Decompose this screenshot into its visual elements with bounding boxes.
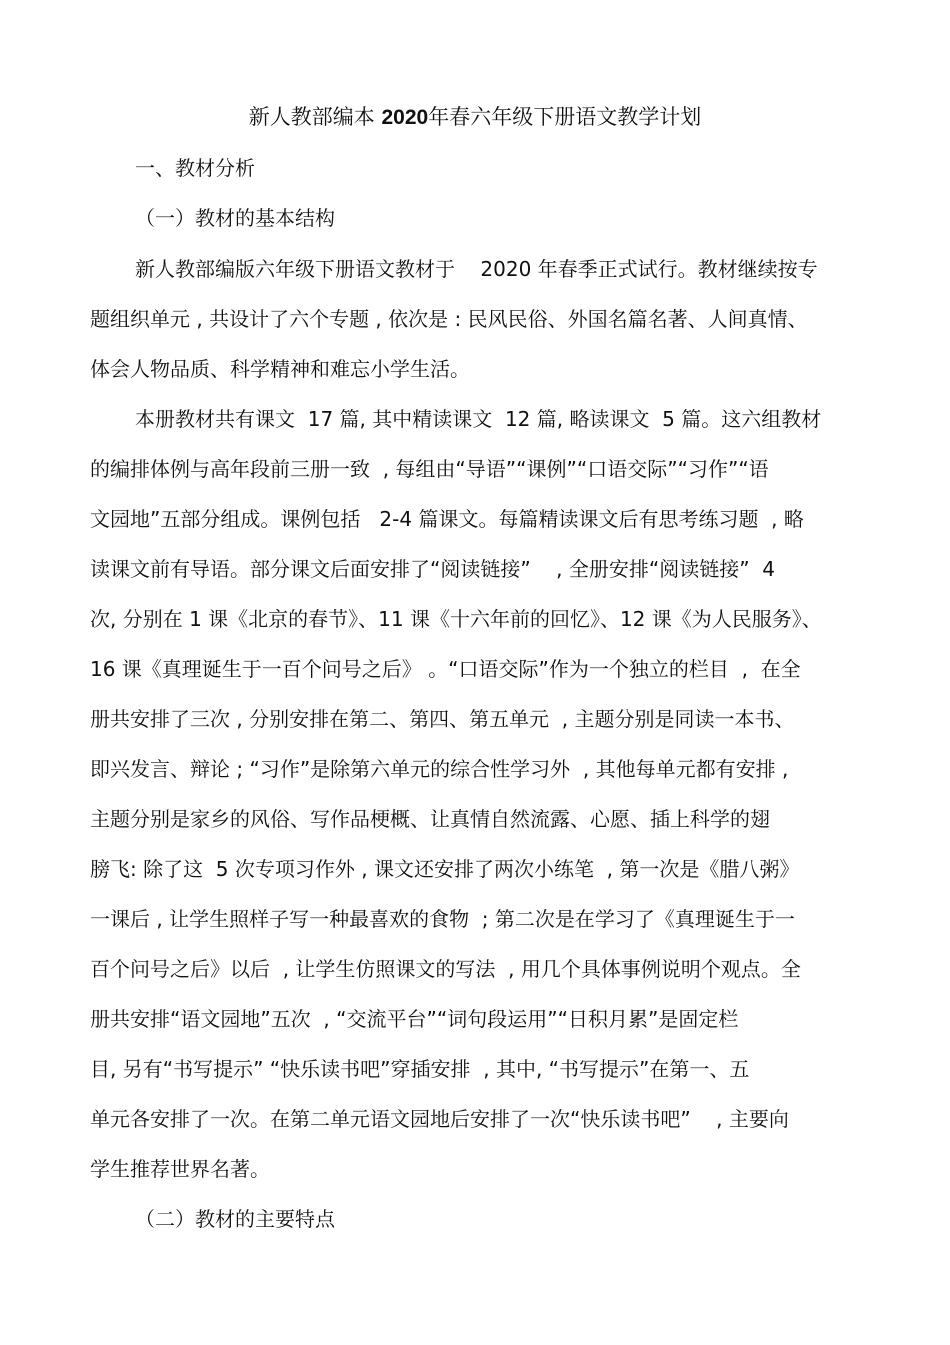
paragraph-line: 新人教部编版六年级下册语文教材于 2020 年春季正式试行。教材继续按专 [135, 257, 818, 281]
subsection-heading-main-features: （二）教材的主要特点 [135, 1207, 335, 1231]
paragraph-line: 本册教材共有课文 17 篇, 其中精读课文 12 篇, 略读课文 5 篇。这六组教材 [135, 407, 822, 431]
paragraph-line: 的编排体例与高年段前三册一致 , 每组由“导语”“课例”“口语交际”“习作”“语 [90, 457, 769, 481]
title-year: 2020 [381, 106, 429, 129]
paragraph-line: 主题分别是家乡的风俗、写作品梗概、让真情自然流露、心愿、插上科学的翅 [90, 807, 770, 831]
paragraph-line: 册共安排了三次 , 分别安排在第二、第四、第五单元 , 主题分别是同读一本书、 [90, 707, 795, 731]
paragraph-line: 文园地”五部分组成。课例包括 2-4 篇课文。每篇精读课文后有思考练习题 , 略 [90, 507, 804, 531]
paragraph-line: 目, 另有“书写提示” “快乐读书吧”穿插安排 , 其中, “书写提示”在第一、五 [90, 1057, 750, 1081]
paragraph-line: 次, 分别在 1 课《北京的春节》、11 课《十六年前的回忆》、12 课《为人民服务》、 [90, 607, 822, 631]
document-title [0, 103, 950, 132]
paragraph-line: 学生推荐世界名著。 [90, 1157, 270, 1181]
paragraph-line: 百个问号之后》以后 , 让学生仿照课文的写法 , 用几个具体事例说明个观点。全 [90, 957, 801, 981]
paragraph-line: 膀飞: 除了这 5 次专项习作外 , 课文还安排了两次小练笔 , 第一次是《腊八粥》 [90, 857, 800, 881]
paragraph-line: 题组织单元 , 共设计了六个专题 , 依次是 : 民风民俗、外国名篇名著、人间真情、 [90, 307, 808, 331]
paragraph-line: 单元各安排了一次。在第二单元语文园地后安排了一次“快乐读书吧” , 主要向 [90, 1107, 789, 1131]
paragraph-line: 体会人物品质、科学精神和难忘小学生活。 [90, 357, 470, 381]
paragraph-line: 一课后 , 让学生照样子写一种最喜欢的食物 ; 第二次是在学习了《真理诞生于一 [90, 907, 795, 931]
paragraph-line: 册共安排“语文园地”五次 , “交流平台”“词句段运用”“日积月累”是固定栏 [90, 1007, 739, 1031]
section-heading-textbook-analysis: 一、教材分析 [135, 156, 255, 180]
paragraph-line: 16 课《真理诞生于一百个问号之后》 。“口语交际”作为一个独立的栏目 , 在全 [90, 657, 801, 681]
paragraph-line: 读课文前有导语。部分课文后面安排了“阅读链接” , 全册安排“阅读链接” 4 [90, 557, 776, 581]
subsection-heading-basic-structure: （一）教材的基本结构 [135, 206, 335, 230]
title-suffix: 年春六年级下册语文教学计划 [428, 105, 702, 129]
paragraph-line: 即兴发言、辩论 ; “习作”是除第六单元的综合性学习外 , 其他每单元都有安排 , [90, 757, 789, 781]
title-prefix: 新人教部编本 [248, 105, 382, 129]
